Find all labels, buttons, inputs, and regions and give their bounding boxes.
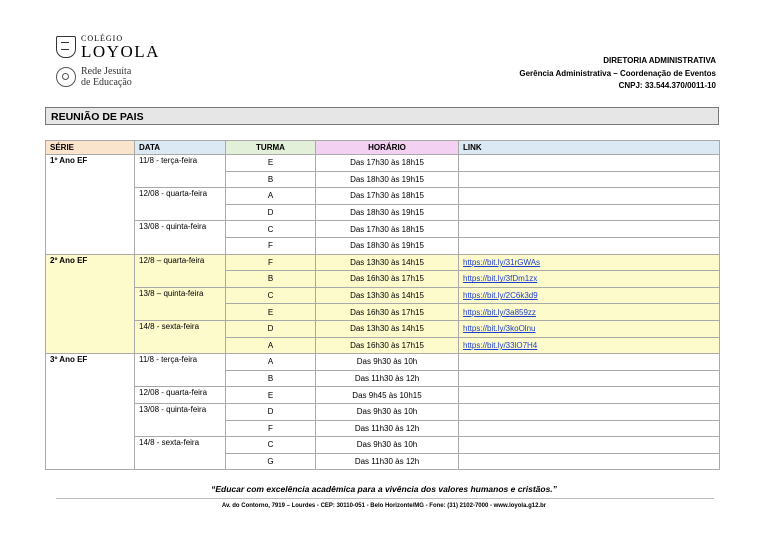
header-line1: DIRETORIA ADMINISTRATIVA: [603, 56, 716, 65]
link-cell: [459, 320, 720, 337]
horario-cell: Das 9h30 às 10h: [316, 403, 459, 420]
table-row: [46, 155, 720, 172]
rede-jesuita-logo: [56, 60, 166, 88]
table-row: [46, 188, 720, 205]
horario-cell: Das 17h30 às 18h15: [316, 155, 459, 172]
date-cell: 11/8 - terça-feira: [135, 155, 226, 188]
link-cell: [459, 287, 720, 304]
date-cell: 12/8 – quarta-feira: [135, 254, 226, 287]
horario-cell: Das 16h30 às 17h15: [316, 304, 459, 321]
school-logo: [56, 34, 166, 88]
turma-cell: B: [226, 271, 316, 288]
horario-cell: Das 17h30 às 18h15: [316, 221, 459, 238]
turma-cell: D: [226, 204, 316, 221]
link-cell: [459, 420, 720, 437]
shield-icon: [56, 36, 76, 58]
table-row: [46, 221, 720, 238]
meeting-link[interactable]: https://bit.ly/3a859zz: [463, 307, 536, 317]
rede-line2: de Educação: [81, 77, 132, 88]
link-cell: [459, 237, 720, 254]
turma-cell: E: [226, 304, 316, 321]
date-cell: 13/8 – quinta-feira: [135, 287, 226, 320]
turma-cell: A: [226, 188, 316, 205]
link-cell: [459, 387, 720, 404]
turma-cell: F: [226, 237, 316, 254]
horario-cell: Das 9h30 às 10h: [316, 354, 459, 371]
horario-cell: Das 11h30 às 12h: [316, 453, 459, 470]
col-header-turma: TURMA: [226, 141, 316, 155]
link-cell: [459, 254, 720, 271]
schedule-table: [45, 140, 720, 470]
link-cell: [459, 171, 720, 188]
turma-cell: C: [226, 437, 316, 454]
link-cell: [459, 304, 720, 321]
link-cell: [459, 354, 720, 371]
link-cell: [459, 204, 720, 221]
turma-cell: A: [226, 337, 316, 354]
horario-cell: Das 13h30 às 14h15: [316, 287, 459, 304]
turma-cell: B: [226, 171, 316, 188]
serie-cell: 2º Ano EF: [46, 254, 135, 354]
date-cell: 13/08 - quinta-feira: [135, 221, 226, 254]
link-cell: [459, 155, 720, 172]
link-cell: [459, 188, 720, 205]
header-line3: CNPJ: 33.544.370/0011-10: [618, 81, 716, 90]
col-header-link: LINK: [459, 141, 720, 155]
turma-cell: D: [226, 403, 316, 420]
logo-loyola-text: LOYOLA: [81, 42, 160, 61]
table-row: [46, 387, 720, 404]
rede-line1: Rede Jesuíta: [81, 66, 132, 77]
serie-cell: 3º Ano EF: [46, 354, 135, 470]
turma-cell: F: [226, 420, 316, 437]
header-line2: Gerência Administrativa – Coordenação de Eventos: [519, 68, 716, 78]
serie-cell: 1º Ano EF: [46, 155, 135, 255]
horario-cell: Das 13h30 às 14h15: [316, 254, 459, 271]
turma-cell: A: [226, 354, 316, 371]
date-cell: 11/8 - terça-feira: [135, 354, 226, 387]
table-row: [46, 403, 720, 420]
turma-cell: F: [226, 254, 316, 271]
date-cell: 14/8 - sexta-feira: [135, 320, 226, 353]
meeting-link[interactable]: https://bit.ly/3fDm1zx: [463, 274, 538, 284]
turma-cell: D: [226, 320, 316, 337]
date-cell: 14/8 - sexta-feira: [135, 437, 226, 470]
link-cell: [459, 337, 720, 354]
table-row: [46, 320, 720, 337]
logo-colegio-text: COLÉGIO: [81, 34, 124, 43]
horario-cell: Das 9h30 às 10h: [316, 437, 459, 454]
meeting-link[interactable]: https://bit.ly/2C6k3d9: [463, 291, 538, 301]
link-cell: [459, 453, 720, 470]
horario-cell: Das 18h30 às 19h15: [316, 171, 459, 188]
colegio-loyola-logo: [56, 34, 166, 60]
meeting-link[interactable]: https://bit.ly/3koOlnu: [463, 324, 536, 334]
table-row: [46, 437, 720, 454]
schedule-body: [46, 155, 720, 470]
page-title: REUNIÃO DE PAIS: [45, 107, 719, 125]
table-row: [46, 287, 720, 304]
turma-cell: E: [226, 387, 316, 404]
table-row: [46, 254, 720, 271]
meeting-link[interactable]: https://bit.ly/33lO7H4: [463, 340, 538, 350]
horario-cell: Das 11h30 às 12h: [316, 370, 459, 387]
horario-cell: Das 17h30 às 18h15: [316, 188, 459, 205]
link-cell: [459, 370, 720, 387]
date-cell: 13/08 - quinta-feira: [135, 403, 226, 436]
link-cell: [459, 221, 720, 238]
table-row: [46, 354, 720, 371]
footer-motto: “Educar com excelência acadêmica para a vivência dos valores humanos e cristãos.”: [211, 484, 557, 494]
meeting-link[interactable]: https://bit.ly/31rGWAs: [463, 257, 541, 267]
turma-cell: G: [226, 453, 316, 470]
table-header-row: [46, 141, 720, 155]
col-header-serie: SÉRIE: [46, 141, 135, 155]
link-cell: [459, 271, 720, 288]
turma-cell: C: [226, 221, 316, 238]
turma-cell: C: [226, 287, 316, 304]
horario-cell: Das 9h45 às 10h15: [316, 387, 459, 404]
turma-cell: E: [226, 155, 316, 172]
footer-divider: [56, 498, 714, 499]
date-cell: 12/08 - quarta-feira: [135, 188, 226, 221]
header-info: [519, 55, 716, 93]
footer-address: Av. do Contorno, 7919 – Lourdes - CEP: 30110-051 - Belo Horizonte/MG - Fone: (31) 2102-7000 - www.loyola.g12.br: [221, 503, 547, 509]
link-cell: [459, 403, 720, 420]
horario-cell: Das 16h30 às 17h15: [316, 271, 459, 288]
turma-cell: B: [226, 370, 316, 387]
horario-cell: Das 11h30 às 12h: [316, 420, 459, 437]
horario-cell: Das 18h30 às 19h15: [316, 204, 459, 221]
date-cell: 12/08 - quarta-feira: [135, 387, 226, 404]
seal-icon: [56, 67, 76, 87]
col-header-horario: HORÁRIO: [316, 141, 459, 155]
col-header-data: DATA: [135, 141, 226, 155]
horario-cell: Das 13h30 às 14h15: [316, 320, 459, 337]
horario-cell: Das 16h30 às 17h15: [316, 337, 459, 354]
link-cell: [459, 437, 720, 454]
horario-cell: Das 18h30 às 19h15: [316, 237, 459, 254]
